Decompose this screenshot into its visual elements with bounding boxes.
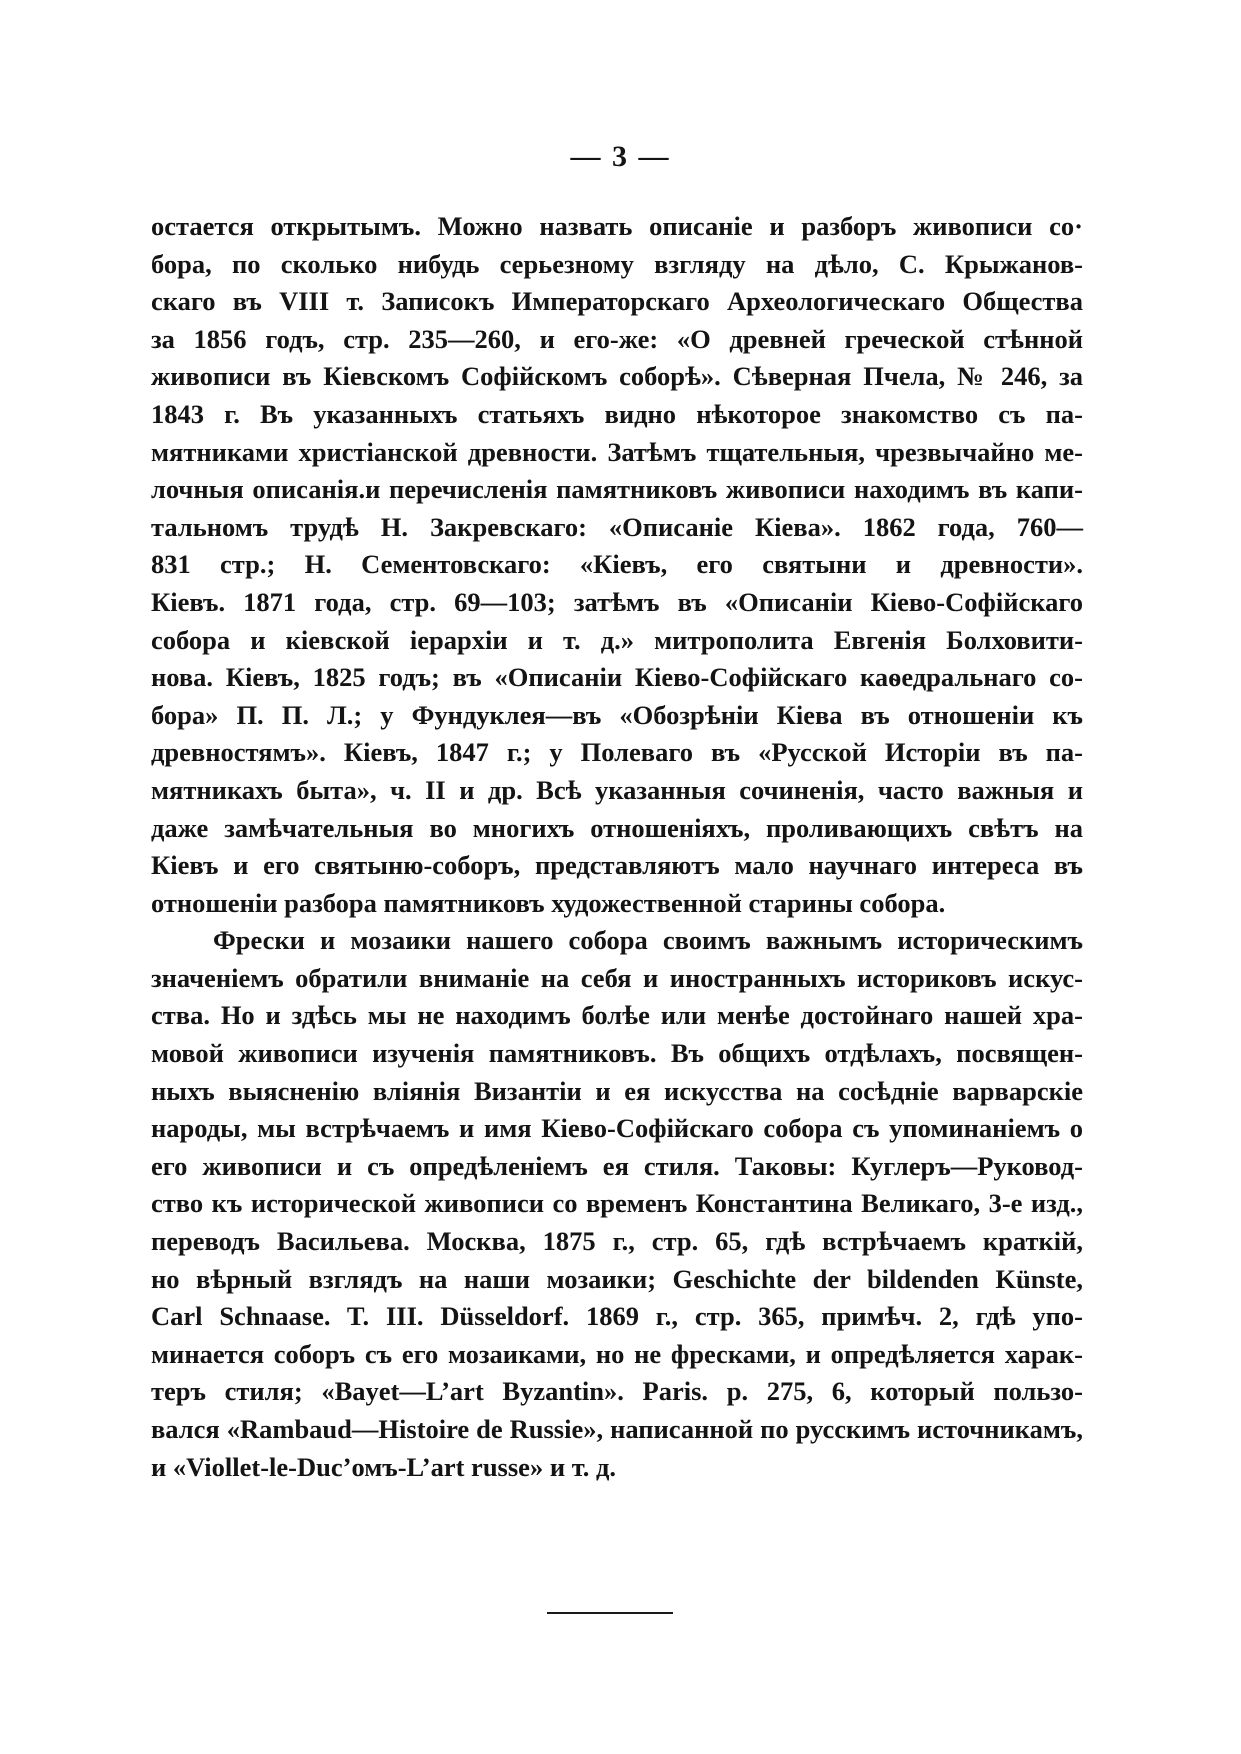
text-line: бора» П. П. Л.; у Фундуклея—въ «Обозрѣніи Кіева въ отношеніи къ [151, 699, 1083, 730]
text-line: остается открытымъ. Можно назвать описаніе и разборъ живописи со· [151, 211, 1083, 241]
text-line: древностямъ». Кіевъ, 1847 г.; у Полеваго въ «Русской Исторіи въ па- [151, 737, 1083, 768]
text-line: лочныя описанія.и перечисленія памятниковъ живописи находимъ въ капи- [151, 474, 1083, 505]
text-line: ства. Но и здѣсь мы не находимъ болѣе или менѣе достойнаго нашей хра- [151, 1000, 1083, 1031]
text-line: вался «Rambaud—Histoire de Russie», написанной по русскимъ источникамъ, [151, 1414, 1083, 1444]
text-line: и «Viollet-le-Duc’омъ-L’art russe» и т. д. [151, 1451, 617, 1482]
text-line: но вѣрный взглядъ на наши мозаики; Geschichte der bildenden Künste, [151, 1263, 1083, 1294]
text-line: минается соборъ съ его мозаиками, но не фресками, и опредѣляется харак- [151, 1338, 1083, 1369]
text-line: 1843 г. Въ указанныхъ статьяхъ видно нѣкоторое знакомство съ па- [151, 398, 1083, 429]
text-line: бора, по сколько нибудь серьезному взгляду на дѣло, С. Крыжанов- [151, 248, 1083, 279]
paragraph-1 [151, 208, 1083, 922]
text-line: мятникахъ быта», ч. II и др. Всѣ указанныя сочиненія, часто важныя и [151, 774, 1083, 805]
text-line: Carl Schnaase. T. III. Düsseldorf. 1869 г., стр. 365, примѣч. 2, гдѣ упо- [151, 1301, 1083, 1332]
text-line: собора и кіевской іерархіи и т. д.» митрополита Евгенія Болховити- [151, 624, 1083, 655]
body-text [151, 208, 1083, 1486]
text-line: тальномъ трудѣ Н. Закревскаго: «Описаніе Кіева». 1862 года, 760— [151, 511, 1083, 542]
end-rule [547, 1612, 673, 1614]
text-line: значеніемъ обратили вниманіе на себя и иностранныхъ историковъ искус- [151, 962, 1083, 993]
text-line: его живописи и съ опредѣленіемъ ея стиля. Таковы: Куглеръ—Руковод- [151, 1150, 1083, 1181]
text-line: теръ стиля; «Bayet—L’art Byzantin». Paris. p. 275, 6, который пользо- [151, 1376, 1083, 1407]
text-line: отношеніи разбора памятниковъ художественной старины собора. [151, 887, 946, 918]
text-line: Фрески и мозаики нашего собора своимъ важнымъ историческимъ [213, 925, 1083, 956]
text-line: ныхъ выясненію вліянія Византіи и ея искусства на сосѣдніе варварскіе [151, 1075, 1083, 1106]
text-line: даже замѣчательныя во многихъ отношеніяхъ, проливающихъ свѣтъ на [151, 812, 1083, 843]
text-line: за 1856 годъ, стр. 235—260, и его-же: «О древней греческой стѣнной [151, 323, 1083, 354]
text-line: 831 стр.; Н. Сементовскаго: «Кіевъ, его святыни и древности». [151, 549, 1083, 580]
text-line: нова. Кіевъ, 1825 годъ; въ «Описаніи Кіево-Софійскаго каѳедральнаго со- [151, 662, 1083, 693]
text-line: скаго въ VIII т. Записокъ Императорскаго Археологическаго Общества [151, 286, 1083, 317]
text-line: ство къ исторической живописи со временъ Константина Великаго, 3-е изд., [151, 1188, 1083, 1219]
text-line: Кіевъ. 1871 года, стр. 69—103; затѣмъ въ «Описаніи Кіево-Софійскаго [151, 586, 1083, 617]
text-line: народы, мы встрѣчаемъ и имя Кіево-Софійскаго собора съ упоминаніемъ о [151, 1113, 1083, 1144]
text-line: живописи въ Кіевскомъ Софійскомъ соборѣ». Сѣверная Пчела, № 246, за [151, 361, 1083, 392]
text-line: Кіевъ и его святыню-соборъ, представляютъ мало научнаго интереса въ [151, 850, 1083, 881]
text-line: мовой живописи изученія памятниковъ. Въ общихъ отдѣлахъ, посвящен- [151, 1038, 1083, 1069]
text-line: мятниками христіанской древности. Затѣмъ тщательныя, чрезвычайно ме- [151, 436, 1083, 467]
text-line: переводъ Васильева. Москва, 1875 г., стр. 65, гдѣ встрѣчаемъ краткій, [151, 1226, 1083, 1257]
page-number: — 3 — [570, 140, 671, 173]
paragraph-2 [151, 922, 1083, 1486]
